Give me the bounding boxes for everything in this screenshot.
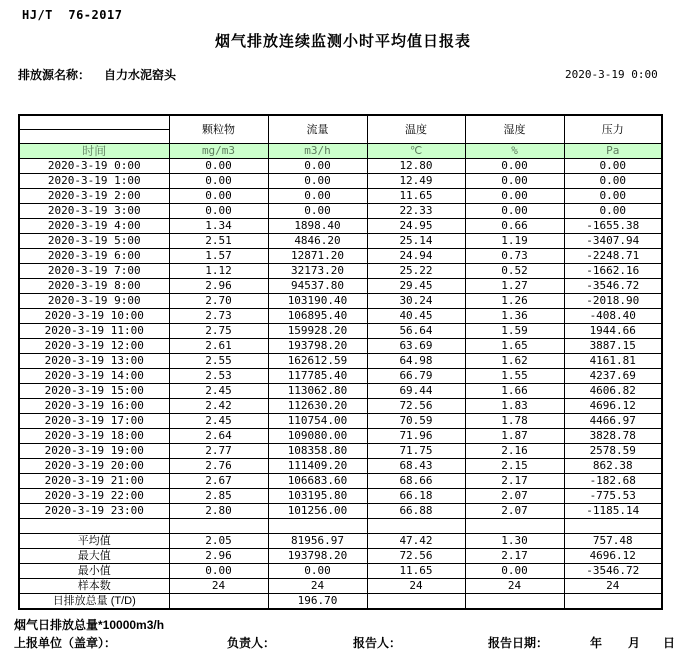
- value-cell: 11.65: [367, 189, 465, 204]
- time-cell: 2020-3-19 16:00: [19, 399, 169, 414]
- value-cell: -2248.71: [564, 249, 662, 264]
- value-cell: 1.83: [465, 399, 564, 414]
- summary-value-cell: 81956.97: [268, 534, 367, 549]
- value-cell: 94537.80: [268, 279, 367, 294]
- hourly-data-row: [19, 444, 662, 459]
- value-cell: 2.51: [169, 234, 268, 249]
- value-cell: 1.26: [465, 294, 564, 309]
- hourly-rows: [19, 159, 662, 610]
- emission-source-line: [18, 66, 176, 83]
- value-cell: 1.36: [465, 309, 564, 324]
- summary-value-cell: [367, 594, 465, 610]
- hourly-data-row: [19, 189, 662, 204]
- summary-value-cell: 757.48: [564, 534, 662, 549]
- time-cell: 2020-3-19 5:00: [19, 234, 169, 249]
- value-cell: 2.45: [169, 414, 268, 429]
- time-cell: 2020-3-19 4:00: [19, 219, 169, 234]
- unit-humidity: %: [465, 144, 564, 159]
- value-cell: 72.56: [367, 399, 465, 414]
- value-cell: 25.22: [367, 264, 465, 279]
- value-cell: 2.77: [169, 444, 268, 459]
- reporter-label: 报告人：: [353, 636, 402, 650]
- summary-value-cell: 24: [465, 579, 564, 594]
- year-label: 年: [590, 636, 603, 650]
- value-cell: 113062.80: [268, 384, 367, 399]
- value-cell: 32173.20: [268, 264, 367, 279]
- value-cell: 2.17: [465, 474, 564, 489]
- summary-value-cell: 193798.20: [268, 549, 367, 564]
- col-header-particulate: 颗粒物: [169, 115, 268, 144]
- value-cell: 30.24: [367, 294, 465, 309]
- col-header-temperature: 温度: [367, 115, 465, 144]
- value-cell: 103190.40: [268, 294, 367, 309]
- value-cell: 24.95: [367, 219, 465, 234]
- value-cell: 40.45: [367, 309, 465, 324]
- empty-cell: [268, 519, 367, 534]
- value-cell: 3828.78: [564, 429, 662, 444]
- value-cell: 1.55: [465, 369, 564, 384]
- time-cell: 2020-3-19 3:00: [19, 204, 169, 219]
- value-cell: 0.66: [465, 219, 564, 234]
- value-cell: 66.79: [367, 369, 465, 384]
- col-header-flow: 流量: [268, 115, 367, 144]
- unit-particulate: mg/m3: [169, 144, 268, 159]
- hourly-data-row: [19, 279, 662, 294]
- value-cell: 1.19: [465, 234, 564, 249]
- value-cell: 2.07: [465, 504, 564, 519]
- responsible-label: 负责人：: [227, 636, 276, 650]
- time-header-blank-top: [19, 115, 169, 130]
- value-cell: 0.00: [268, 174, 367, 189]
- value-cell: 0.00: [564, 189, 662, 204]
- summary-value-cell: [465, 594, 564, 610]
- value-cell: -3546.72: [564, 279, 662, 294]
- value-cell: 2.07: [465, 489, 564, 504]
- value-cell: 2.76: [169, 459, 268, 474]
- value-cell: 1898.40: [268, 219, 367, 234]
- summary-value-cell: 24: [169, 579, 268, 594]
- summary-value-cell: 72.56: [367, 549, 465, 564]
- summary-value-cell: -3546.72: [564, 564, 662, 579]
- value-cell: 4161.81: [564, 354, 662, 369]
- time-cell: 2020-3-19 2:00: [19, 189, 169, 204]
- value-cell: 0.00: [465, 204, 564, 219]
- value-cell: 0.00: [268, 159, 367, 174]
- value-cell: -1185.14: [564, 504, 662, 519]
- time-cell: 2020-3-19 9:00: [19, 294, 169, 309]
- value-cell: 106683.60: [268, 474, 367, 489]
- value-cell: 1.87: [465, 429, 564, 444]
- summary-row: [19, 549, 662, 564]
- value-cell: 1.34: [169, 219, 268, 234]
- value-cell: 0.00: [169, 204, 268, 219]
- value-cell: 0.00: [268, 189, 367, 204]
- value-cell: 71.96: [367, 429, 465, 444]
- unit-flow: m3/h: [268, 144, 367, 159]
- hourly-data-row: [19, 309, 662, 324]
- hourly-data-row: [19, 429, 662, 444]
- value-cell: 0.73: [465, 249, 564, 264]
- summary-value-cell: 0.00: [268, 564, 367, 579]
- hourly-data-row: [19, 159, 662, 174]
- hourly-data-row: [19, 234, 662, 249]
- hourly-data-row: [19, 414, 662, 429]
- page-title: 烟气排放连续监测小时平均值日报表: [214, 33, 471, 50]
- hourly-data-row: [19, 294, 662, 309]
- summary-value-cell: 24: [268, 579, 367, 594]
- time-cell: 2020-3-19 12:00: [19, 339, 169, 354]
- value-cell: 4606.82: [564, 384, 662, 399]
- value-cell: 66.18: [367, 489, 465, 504]
- hourly-data-row: [19, 249, 662, 264]
- value-cell: 2.67: [169, 474, 268, 489]
- summary-value-cell: 24: [564, 579, 662, 594]
- time-cell: 2020-3-19 15:00: [19, 384, 169, 399]
- value-cell: 3887.15: [564, 339, 662, 354]
- value-cell: -408.40: [564, 309, 662, 324]
- value-cell: 2.61: [169, 339, 268, 354]
- summary-label-cell: 平均值: [19, 534, 169, 549]
- value-cell: 2.16: [465, 444, 564, 459]
- value-cell: 12871.20: [268, 249, 367, 264]
- time-cell: 2020-3-19 11:00: [19, 324, 169, 339]
- spacer-row: [19, 519, 662, 534]
- time-cell: 2020-3-19 10:00: [19, 309, 169, 324]
- emission-source-label: 排放源名称：: [18, 68, 91, 82]
- value-cell: 1.27: [465, 279, 564, 294]
- value-cell: 24.94: [367, 249, 465, 264]
- summary-value-cell: [564, 594, 662, 610]
- value-cell: 4466.97: [564, 414, 662, 429]
- value-cell: 1.65: [465, 339, 564, 354]
- value-cell: 1944.66: [564, 324, 662, 339]
- value-cell: 0.00: [564, 174, 662, 189]
- time-cell: 2020-3-19 13:00: [19, 354, 169, 369]
- col-header-humidity: 湿度: [465, 115, 564, 144]
- value-cell: 1.59: [465, 324, 564, 339]
- value-cell: -1662.16: [564, 264, 662, 279]
- hourly-data-row: [19, 339, 662, 354]
- value-cell: 0.00: [465, 159, 564, 174]
- hourly-data-row: [19, 264, 662, 279]
- table-head: [19, 115, 662, 159]
- hourly-data-row: [19, 489, 662, 504]
- summary-value-cell: 0.00: [465, 564, 564, 579]
- hourly-data-row: [19, 324, 662, 339]
- summary-value-cell: 24: [367, 579, 465, 594]
- value-cell: 0.00: [564, 159, 662, 174]
- summary-value-cell: 47.42: [367, 534, 465, 549]
- summary-value-cell: 1.30: [465, 534, 564, 549]
- value-cell: 12.80: [367, 159, 465, 174]
- empty-cell: [367, 519, 465, 534]
- value-cell: 1.66: [465, 384, 564, 399]
- value-cell: 101256.00: [268, 504, 367, 519]
- standard-code: HJ/T 76-2017: [22, 8, 123, 22]
- hourly-data-row: [19, 369, 662, 384]
- value-cell: 2.55: [169, 354, 268, 369]
- value-cell: 106895.40: [268, 309, 367, 324]
- time-cell: 2020-3-19 18:00: [19, 429, 169, 444]
- value-cell: 29.45: [367, 279, 465, 294]
- value-cell: 2.42: [169, 399, 268, 414]
- summary-value-cell: 2.05: [169, 534, 268, 549]
- summary-label-cell: 最小值: [19, 564, 169, 579]
- summary-value-cell: 2.96: [169, 549, 268, 564]
- month-label: 月: [628, 636, 641, 650]
- summary-label-cell: 日排放总量 (T/D): [19, 594, 169, 610]
- value-cell: 193798.20: [268, 339, 367, 354]
- value-cell: 2.45: [169, 384, 268, 399]
- time-cell: 2020-3-19 14:00: [19, 369, 169, 384]
- time-cell: 2020-3-19 6:00: [19, 249, 169, 264]
- value-cell: -1655.38: [564, 219, 662, 234]
- value-cell: -2018.90: [564, 294, 662, 309]
- value-cell: 108358.80: [268, 444, 367, 459]
- value-cell: 70.59: [367, 414, 465, 429]
- time-cell: 2020-3-19 1:00: [19, 174, 169, 189]
- value-cell: 2.96: [169, 279, 268, 294]
- hourly-data-row: [19, 219, 662, 234]
- value-cell: 4237.69: [564, 369, 662, 384]
- summary-value-cell: 2.17: [465, 549, 564, 564]
- report-date-label: 报告日期：: [488, 636, 549, 650]
- time-cell: 2020-3-19 22:00: [19, 489, 169, 504]
- value-cell: 12.49: [367, 174, 465, 189]
- value-cell: 117785.40: [268, 369, 367, 384]
- daily-total-note: 烟气日排放总量*10000m3/h: [14, 618, 165, 632]
- report-unit-label: 上报单位（盖章）：: [14, 636, 117, 650]
- day-label: 日: [663, 636, 676, 650]
- report-datetime: 2020-3-19 0:00: [565, 68, 658, 81]
- empty-cell: [465, 519, 564, 534]
- value-cell: 0.52: [465, 264, 564, 279]
- value-cell: 2578.59: [564, 444, 662, 459]
- time-cell: 2020-3-19 0:00: [19, 159, 169, 174]
- value-cell: 4846.20: [268, 234, 367, 249]
- empty-cell: [19, 519, 169, 534]
- value-cell: 0.00: [564, 204, 662, 219]
- col-header-pressure: 压力: [564, 115, 662, 144]
- value-cell: 2.70: [169, 294, 268, 309]
- value-cell: 111409.20: [268, 459, 367, 474]
- value-cell: 0.00: [169, 174, 268, 189]
- summary-label-cell: 最大值: [19, 549, 169, 564]
- value-cell: 2.85: [169, 489, 268, 504]
- time-cell: 2020-3-19 19:00: [19, 444, 169, 459]
- value-cell: 2.73: [169, 309, 268, 324]
- value-cell: 2.64: [169, 429, 268, 444]
- time-cell: 2020-3-19 23:00: [19, 504, 169, 519]
- value-cell: 4696.12: [564, 399, 662, 414]
- time-cell: 2020-3-19 8:00: [19, 279, 169, 294]
- empty-cell: [169, 519, 268, 534]
- summary-label-cell: 样本数: [19, 579, 169, 594]
- value-cell: 0.00: [465, 189, 564, 204]
- emission-source-name: 自力水泥窑头: [104, 68, 177, 82]
- time-header: 时间: [19, 144, 169, 159]
- value-cell: 63.69: [367, 339, 465, 354]
- empty-cell: [564, 519, 662, 534]
- value-cell: 110754.00: [268, 414, 367, 429]
- value-cell: 0.00: [465, 174, 564, 189]
- value-cell: 1.57: [169, 249, 268, 264]
- value-cell: 112630.20: [268, 399, 367, 414]
- value-cell: 862.38: [564, 459, 662, 474]
- summary-row: [19, 564, 662, 579]
- value-cell: 71.75: [367, 444, 465, 459]
- hourly-data-row: [19, 384, 662, 399]
- value-cell: 64.98: [367, 354, 465, 369]
- unit-temperature: ℃: [367, 144, 465, 159]
- value-cell: 22.33: [367, 204, 465, 219]
- hourly-data-row: [19, 204, 662, 219]
- value-cell: -3407.94: [564, 234, 662, 249]
- value-cell: 1.62: [465, 354, 564, 369]
- value-cell: 1.78: [465, 414, 564, 429]
- summary-row: [19, 534, 662, 549]
- hourly-data-row: [19, 354, 662, 369]
- hourly-data-row: [19, 474, 662, 489]
- time-cell: 2020-3-19 21:00: [19, 474, 169, 489]
- summary-value-cell: [169, 594, 268, 610]
- value-cell: 0.00: [169, 189, 268, 204]
- value-cell: 2.75: [169, 324, 268, 339]
- value-cell: 2.15: [465, 459, 564, 474]
- hourly-data-row: [19, 504, 662, 519]
- value-cell: 2.80: [169, 504, 268, 519]
- value-cell: 68.43: [367, 459, 465, 474]
- time-cell: 2020-3-19 20:00: [19, 459, 169, 474]
- unit-header-row: [19, 144, 662, 159]
- value-cell: 66.88: [367, 504, 465, 519]
- unit-pressure: Pa: [564, 144, 662, 159]
- hourly-data-row: [19, 174, 662, 189]
- header-row-top: [19, 115, 662, 130]
- value-cell: 68.66: [367, 474, 465, 489]
- value-cell: -182.68: [564, 474, 662, 489]
- value-cell: 2.53: [169, 369, 268, 384]
- hourly-data-row: [19, 459, 662, 474]
- monitoring-table: [18, 114, 663, 610]
- value-cell: 1.12: [169, 264, 268, 279]
- value-cell: 162612.59: [268, 354, 367, 369]
- value-cell: 109080.00: [268, 429, 367, 444]
- time-cell: 2020-3-19 17:00: [19, 414, 169, 429]
- value-cell: 0.00: [169, 159, 268, 174]
- value-cell: 56.64: [367, 324, 465, 339]
- time-cell: 2020-3-19 7:00: [19, 264, 169, 279]
- value-cell: 0.00: [268, 204, 367, 219]
- summary-value-cell: 0.00: [169, 564, 268, 579]
- value-cell: 103195.80: [268, 489, 367, 504]
- summary-row: [19, 579, 662, 594]
- summary-value-cell: 196.70: [268, 594, 367, 610]
- value-cell: 69.44: [367, 384, 465, 399]
- value-cell: 25.14: [367, 234, 465, 249]
- value-cell: 159928.20: [268, 324, 367, 339]
- summary-row: [19, 594, 662, 610]
- value-cell: -775.53: [564, 489, 662, 504]
- summary-value-cell: 11.65: [367, 564, 465, 579]
- time-header-blank-bottom: [19, 130, 169, 144]
- hourly-data-row: [19, 399, 662, 414]
- summary-value-cell: 4696.12: [564, 549, 662, 564]
